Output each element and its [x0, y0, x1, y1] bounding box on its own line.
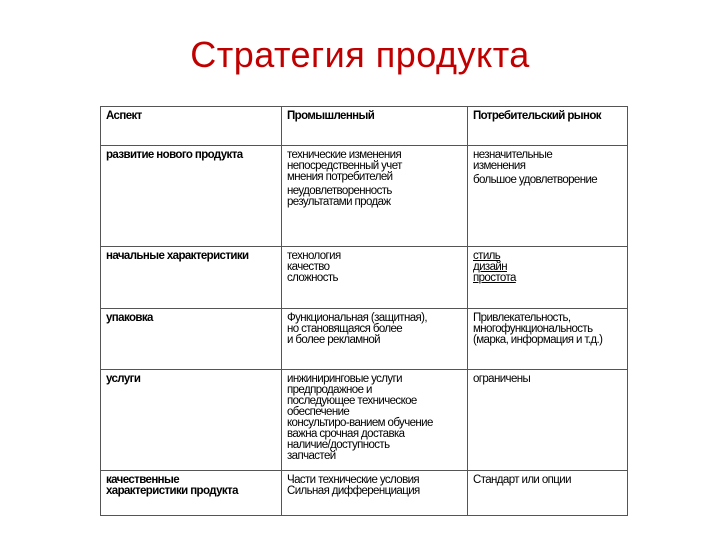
consumer-cell	[468, 370, 628, 471]
industrial-cell	[282, 146, 468, 247]
industrial-line: результатами продаж	[287, 196, 391, 208]
industrial-line: но становящаяся более	[287, 323, 403, 335]
industrial-cell	[282, 247, 468, 309]
industrial-line: важна срочная доставка	[287, 428, 405, 440]
table-row	[101, 309, 628, 370]
industrial-line: неудовлетворенность	[287, 185, 392, 197]
industrial-line: Сильная дифференциация	[287, 485, 420, 497]
slide-title: Стратегия продукта	[190, 34, 530, 75]
table-header-row	[101, 107, 628, 146]
industrial-line: качество	[287, 261, 330, 273]
industrial-line: консультиро-ванием обучение	[287, 417, 433, 429]
aspect-text: услуги	[106, 373, 141, 385]
aspect-text: начальные характеристики	[106, 250, 249, 262]
industrial-cell	[282, 309, 468, 370]
consumer-cell	[468, 146, 628, 247]
consumer-line: незначительные	[473, 149, 553, 161]
industrial-line: Части технические условия	[287, 474, 420, 486]
consumer-cell	[468, 471, 628, 516]
consumer-line: стиль	[473, 250, 501, 262]
industrial-line: запчастей	[287, 450, 336, 462]
header-aspect: Аспект	[101, 107, 282, 146]
industrial-line: сложность	[287, 272, 338, 284]
header-industrial: Промышленный	[282, 107, 468, 146]
consumer-line: дизайн	[473, 261, 507, 273]
aspect-text: характеристики продукта	[106, 485, 238, 497]
consumer-line: многофункциональность	[473, 323, 593, 335]
strategy-table	[100, 106, 628, 516]
consumer-cell	[468, 309, 628, 370]
industrial-line: предпродажное и	[287, 384, 372, 396]
industrial-cell	[282, 370, 468, 471]
aspect-text: упаковка	[106, 312, 153, 324]
industrial-cell	[282, 471, 468, 516]
industrial-line: мнения потребителей	[287, 171, 393, 183]
header-consumer: Потребительский рынок	[468, 107, 628, 146]
table-row	[101, 370, 628, 471]
table-row	[101, 247, 628, 309]
industrial-line: обеспечение	[287, 406, 350, 418]
consumer-cell	[468, 247, 628, 309]
aspect-cell	[101, 370, 282, 471]
consumer-line: ограничены	[473, 373, 531, 385]
consumer-line: изменения	[473, 160, 526, 172]
industrial-line: наличие/доступность	[287, 439, 390, 451]
aspect-text: качественные	[106, 474, 180, 486]
industrial-line: инжиниринговые услуги	[287, 373, 402, 385]
consumer-line: Стандарт или опции	[473, 474, 571, 486]
aspect-cell	[101, 309, 282, 370]
aspect-text: развитие нового продукта	[106, 149, 243, 161]
table-row	[101, 471, 628, 516]
aspect-cell	[101, 146, 282, 247]
industrial-line: Функциональная (защитная),	[287, 312, 427, 324]
industrial-line: непосредственный учет	[287, 160, 402, 172]
industrial-line: и более рекламной	[287, 334, 380, 346]
table-row	[101, 146, 628, 247]
consumer-line: (марка, информация и т.д.)	[473, 334, 603, 346]
consumer-line: Привлекательность,	[473, 312, 571, 324]
consumer-line: большое удовлетворение	[473, 174, 598, 186]
aspect-cell	[101, 471, 282, 516]
industrial-line: технология	[287, 250, 341, 262]
aspect-cell	[101, 247, 282, 309]
industrial-line: последующее техническое	[287, 395, 417, 407]
industrial-line: технические изменения	[287, 149, 402, 161]
consumer-line: простота	[473, 272, 516, 284]
